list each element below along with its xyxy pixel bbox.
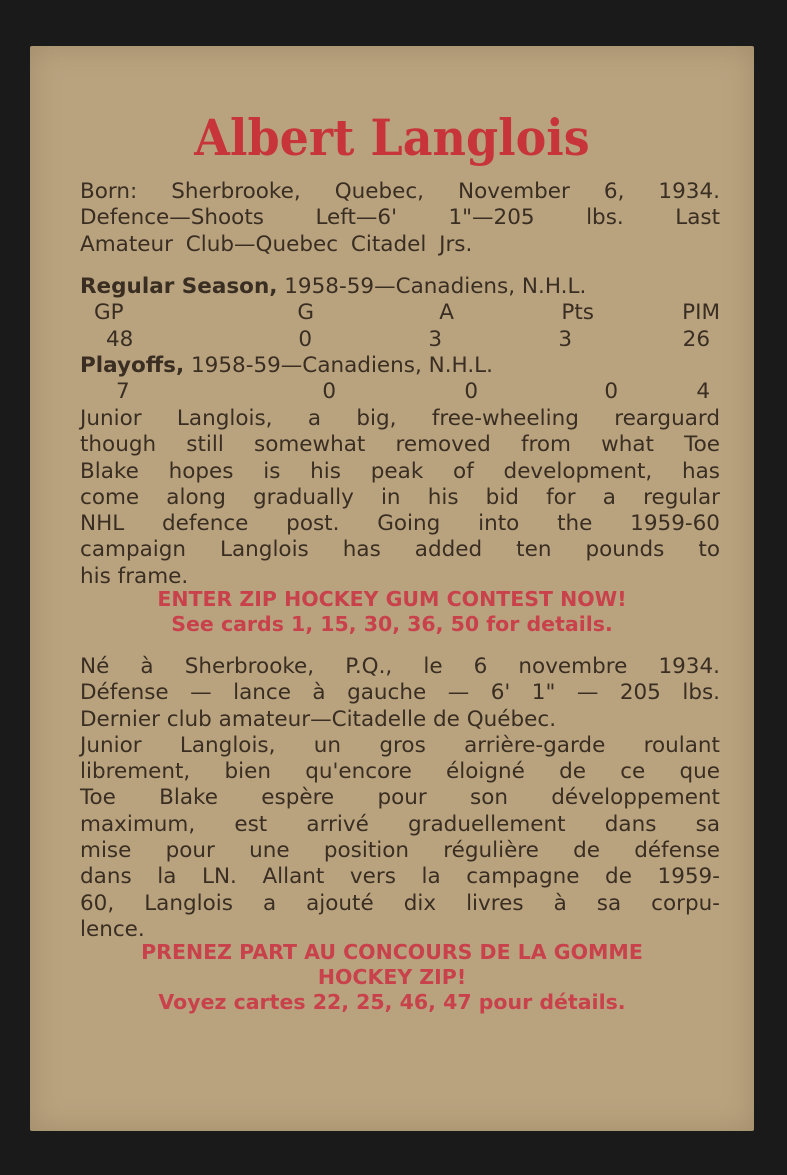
regular-season-label: Regular Season, bbox=[80, 274, 278, 299]
stat-g: 0 bbox=[322, 379, 336, 405]
header-g: G bbox=[297, 300, 314, 326]
contest-details: Voyez cartes 22, 25, 46, 47 pour détails. bbox=[158, 990, 626, 1014]
stat-gp: 48 bbox=[106, 326, 134, 352]
french-line: Défense — lance à gauche — 6' 1" — 205 lbs. bbox=[80, 680, 720, 706]
regular-season-section bbox=[80, 274, 720, 353]
french-line: Dernier club amateur—Citadelle de Québec. bbox=[80, 706, 557, 732]
french-contest bbox=[50, 940, 734, 1015]
story-line: campaign Langlois has added ten pounds to bbox=[80, 537, 720, 563]
playoffs-table bbox=[80, 379, 720, 405]
english-story bbox=[80, 406, 720, 590]
bio-line: Born: Sherbrooke, Quebec, November 6, 1934. bbox=[80, 179, 720, 204]
regular-season-team: 1958-59—Canadiens, N.H.L. bbox=[277, 274, 587, 299]
playoffs-section bbox=[80, 353, 720, 406]
header-pim: PIM bbox=[682, 300, 720, 326]
stat-pim: 26 bbox=[682, 326, 710, 352]
french-line: Junior Langlois, un gros arrière-garde roulant bbox=[80, 732, 720, 758]
french-line: Né à Sherbrooke, P.Q., le 6 novembre 1934. bbox=[80, 654, 720, 679]
regular-season-table bbox=[80, 300, 720, 353]
bio-line: Amateur Club—Quebec Citadel Jrs. bbox=[80, 231, 473, 257]
stats-header-row bbox=[80, 300, 720, 326]
stat-pts: 3 bbox=[558, 326, 572, 352]
contest-details: See cards 1, 15, 30, 36, 50 for details. bbox=[171, 612, 613, 636]
french-line: librement, bien qu'encore éloigné de ce que bbox=[80, 759, 720, 785]
story-line: his frame. bbox=[80, 563, 189, 589]
stat-pts: 0 bbox=[604, 379, 618, 405]
player-name: Albert Langlois bbox=[194, 108, 590, 167]
stats-row bbox=[80, 379, 720, 405]
stats-row bbox=[80, 327, 720, 353]
french-line: maximum, est arrivé graduellement dans sa bbox=[80, 811, 720, 837]
french-line: dans la LN. Allant vers la campagne de 1959- bbox=[80, 864, 720, 890]
card-back bbox=[30, 46, 754, 1131]
bio-line: Defence—Shoots Left—6' 1"—205 lbs. Last bbox=[80, 205, 720, 231]
french-line: mise pour une position régulière de défense bbox=[80, 838, 720, 864]
contest-headline: PRENEZ PART AU CONCOURS DE LA GOMME bbox=[141, 940, 643, 964]
contest-headline: ENTER ZIP HOCKEY GUM CONTEST NOW! bbox=[157, 587, 627, 611]
header-pts: Pts bbox=[561, 300, 594, 326]
french-line: Toe Blake espère pour son développement bbox=[80, 785, 720, 811]
header-a: A bbox=[439, 300, 454, 326]
playoffs-team: 1958-59—Canadiens, N.H.L. bbox=[184, 353, 493, 378]
contest-headline-cont: HOCKEY ZIP! bbox=[317, 965, 467, 989]
french-text bbox=[80, 654, 720, 943]
story-line: come along gradually in his bid for a regular bbox=[80, 484, 720, 510]
english-contest bbox=[50, 587, 734, 637]
stat-g: 0 bbox=[298, 326, 312, 352]
stat-pim: 4 bbox=[696, 379, 710, 405]
story-line: though still somewhat removed from what Toe bbox=[80, 432, 720, 458]
story-line: Junior Langlois, a big, free-wheeling rearguard bbox=[80, 406, 720, 431]
english-bio bbox=[80, 179, 720, 258]
header-gp: GP bbox=[94, 300, 124, 326]
playoffs-label: Playoffs, bbox=[80, 353, 185, 378]
story-line: NHL defence post. Going into the 1959-60 bbox=[80, 511, 720, 537]
stat-a: 3 bbox=[428, 326, 442, 352]
stat-gp: 7 bbox=[116, 379, 130, 405]
stat-a: 0 bbox=[464, 379, 478, 405]
french-line: lence. bbox=[80, 916, 145, 942]
french-line: 60, Langlois a ajouté dix livres à sa corpu- bbox=[80, 890, 720, 916]
story-line: Blake hopes is his peak of development, has bbox=[80, 458, 720, 484]
